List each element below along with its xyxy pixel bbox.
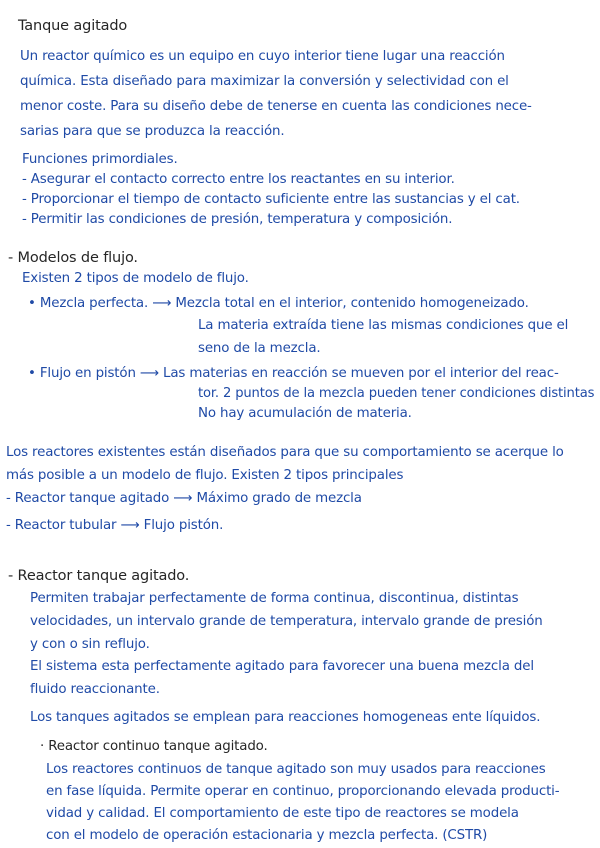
intro-line-2: química. Esta diseñado para maximizar la conversión y selectividad con el — [20, 74, 509, 89]
stirred-tank-line-6: Los tanques agitados se emplean para reacciones homogeneas ente líquidos. — [30, 710, 541, 725]
section-heading-flow-models: - Modelos de flujo. — [8, 250, 138, 266]
stirred-tank-line-3: y con o sin reflujo. — [30, 637, 150, 652]
reactor-type-stirred-tank: - Reactor tanque agitado ⟶ Máximo grado de mezcla — [6, 491, 362, 506]
intro-line-3: menor coste. Para su diseño debe de tenerse en cuenta las condiciones nece- — [20, 99, 532, 114]
flow-models-intro: Existen 2 tipos de modelo de flujo. — [22, 271, 249, 286]
stirred-tank-line-2: velocidades, un intervalo grande de temperatura, intervalo grande de presión — [30, 614, 543, 629]
reactors-paragraph-line-2: más posible a un modelo de flujo. Existen 2 tipos principales — [6, 468, 404, 483]
flow-model-perfect-mix: • Mezcla perfecta. ⟶ Mezcla total en el interior, contenido homogeneizado. — [28, 296, 529, 311]
note-title: Tanque agitado — [18, 18, 128, 34]
flow-model-perfect-mix-cont-2: seno de la mezcla. — [198, 341, 321, 356]
intro-line-4: sarias para que se produzca la reacción. — [20, 124, 285, 139]
cstr-line-1: Los reactores continuos de tanque agitado son muy usados para reacciones — [46, 762, 546, 777]
stirred-tank-line-5: fluido reaccionante. — [30, 682, 160, 697]
flow-model-plug-flow-cont-2: No hay acumulación de materia. — [198, 406, 412, 421]
function-item-1: - Asegurar el contacto correcto entre los reactantes en su interior. — [22, 172, 455, 187]
subsection-heading-cstr: · Reactor continuo tanque agitado. — [40, 739, 268, 754]
section-heading-stirred-tank: - Reactor tanque agitado. — [8, 568, 190, 584]
reactor-type-tubular: - Reactor tubular ⟶ Flujo pistón. — [6, 518, 224, 533]
flow-model-perfect-mix-cont-1: La materia extraída tiene las mismas condiciones que el — [198, 318, 569, 333]
cstr-line-2: en fase líquida. Permite operar en continuo, proporcionando elevada producti- — [46, 784, 560, 799]
flow-model-plug-flow: • Flujo en pistón ⟶ Las materias en reacción se mueven por el interior del reac- — [28, 366, 559, 381]
stirred-tank-line-1: Permiten trabajar perfectamente de forma continua, discontinua, distintas — [30, 591, 519, 606]
reactors-paragraph-line-1: Los reactores existentes están diseñados para que su comportamiento se acerque lo — [6, 445, 564, 460]
cstr-line-4: con el modelo de operación estacionaria y mezcla perfecta. (CSTR) — [46, 828, 488, 843]
function-item-3: - Permitir las condiciones de presión, temperatura y composición. — [22, 212, 453, 227]
function-item-2: - Proporcionar el tiempo de contacto suficiente entre las sustancias y el cat. — [22, 192, 520, 207]
cstr-line-3: vidad y calidad. El comportamiento de este tipo de reactores se modela — [46, 806, 519, 821]
intro-line-1: Un reactor químico es un equipo en cuyo interior tiene lugar una reacción — [20, 49, 505, 64]
flow-model-plug-flow-cont-1: tor. 2 puntos de la mezcla pueden tener condiciones distintas — [198, 386, 595, 401]
stirred-tank-line-4: El sistema esta perfectamente agitado para favorecer una buena mezcla del — [30, 659, 534, 674]
functions-heading: Funciones primordiales. — [22, 152, 178, 167]
